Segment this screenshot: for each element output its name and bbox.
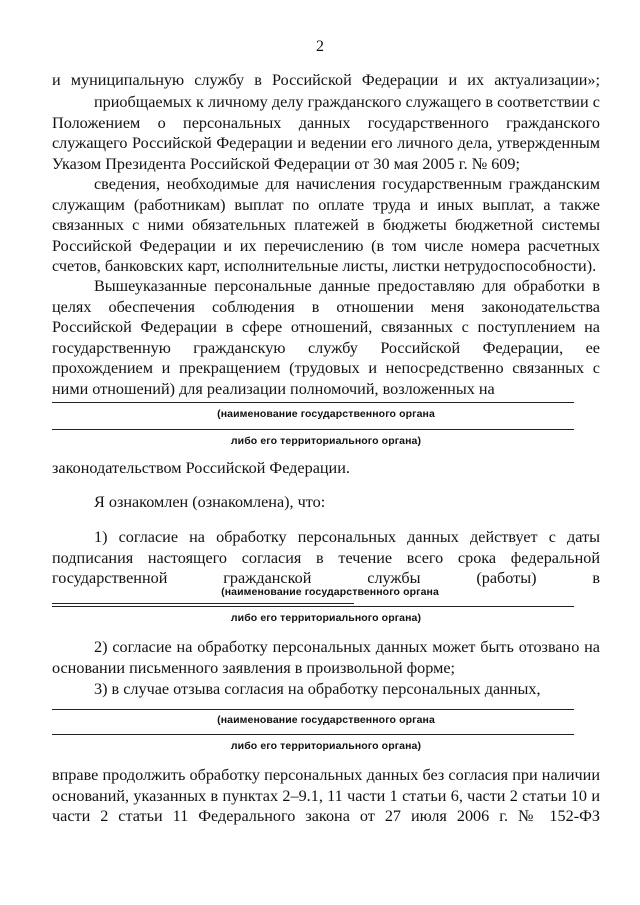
paragraph-personal-file: приобщаемых к личному делу гражданского служащего в соответствии с Положением о персональных данных государственного гражданского служащего Российской Федерации и ведении его личного дела, утвержденным Указом Президента Российской Федерации от 30 мая 2005 г. № 609;	[52, 93, 600, 173]
paragraph-legislation: законодательством Российской Федерации.	[52, 459, 350, 477]
paragraph-continue-processing: вправе продолжить обработку персональных данных без согласия при наличии оснований, указанных в пунктах 2–9.1, 11 части 1 статьи 6, части 2 статьи 10 и части 2 статьи 11 Федерального закона от 27 июля 2006 г. № 152-ФЗ	[52, 766, 600, 825]
blank-line-state-body-1	[52, 402, 574, 403]
paragraph-purpose: Вышеуказанные персональные данные предоставляю для обработки в целях обеспечения соблюдения в отношении меня законодательства Российской Федерации в сфере отношений, связанных с поступлением на государственную гражданскую службу Российской Федерации, ее прохождением и прекращением (трудовых и непосредственно связанных с ними отношений) для реализации полномочий, возложенных на	[52, 277, 600, 398]
page-number: 2	[316, 38, 324, 55]
blank-line-territorial-body-1	[52, 429, 574, 430]
item-consent-withdrawal: 3) в случае отзыва согласия на обработку персональных данных,	[94, 680, 541, 698]
paragraph-acknowledgement: Я ознакомлен (ознакомлена), что:	[94, 493, 326, 511]
caption-state-body-2: (наименование государственного органа	[221, 586, 439, 598]
paragraph-continued: и муниципальную службу в Российской Федерации и их актуализации»;	[52, 71, 600, 89]
blank-line-territorial-body-2	[52, 606, 574, 607]
caption-territorial-body-1: либо его территориального органа)	[230, 435, 422, 447]
paragraph-payment-info: сведения, необходимые для начисления государственным гражданским служащим (работникам) выплат по оплате труда и иных выплат, а также связанных с ними обязательных платежей в бюджеты бюджетной системы Российской Федерации и их перечислению (в том числе номера расчетных счетов, банковских карт, исполнительные листы, листки нетрудоспособности).	[52, 175, 600, 275]
blank-line-state-body-3	[52, 709, 574, 710]
caption-territorial-body-2: либо его территориального органа)	[230, 612, 422, 624]
item-consent-revocation: 2) согласие на обработку персональных данных может быть отозвано на основании письменного заявления в произвольной форме;	[52, 638, 600, 677]
caption-territorial-body-3: либо его территориального органа)	[230, 740, 422, 752]
caption-state-body-3: (наименование государственного органа	[217, 714, 435, 726]
caption-state-body-1: (наименование государственного органа	[217, 408, 435, 420]
blank-line-territorial-body-3	[52, 734, 574, 735]
item-consent-validity-text: 1) согласие на обработку персональных данных действует с даты подписания настоящего согласия в течение всего срока федеральной государственной гражданской службы (работы) в	[52, 528, 600, 587]
